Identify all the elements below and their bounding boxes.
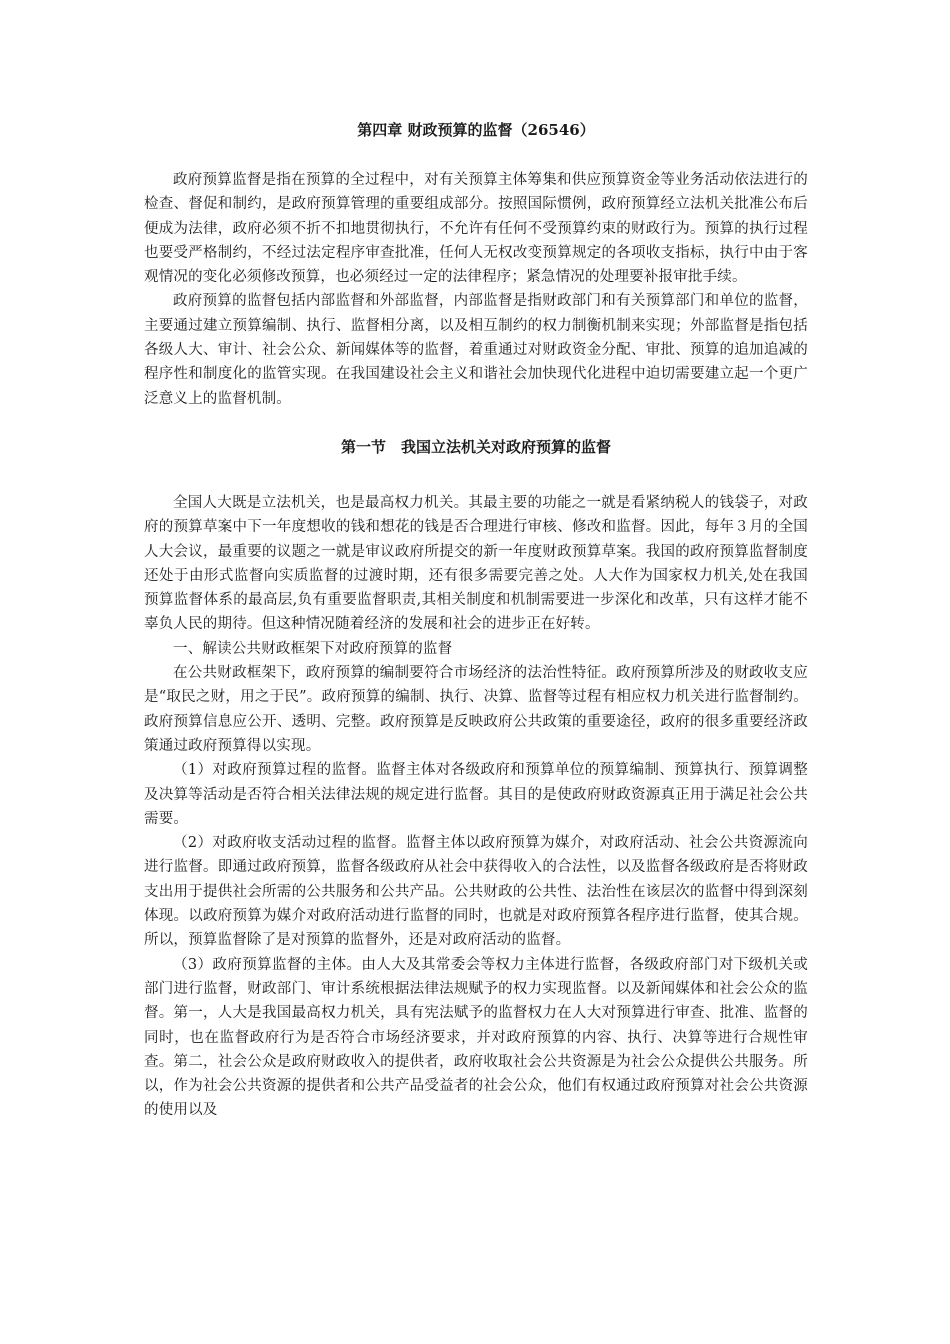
subsection-heading: 一、解读公共财政框架下对政府预算的监督 bbox=[173, 640, 453, 657]
numbered-paragraph: （2）对政府收支活动过程的监督。监督主体以政府预算为媒介，对政府活动、社会公共资源流向进行监督。即通过政府预算，监督各级政府从社会中获得收入的合法性，以及监督各级政府是否将财政支出用于提供社会所需的公共服务和公共产品。公共财政的公共性、法治性在该层次的监督中得到深刻体现。以政府预算为媒介对政府活动进行监督的同时，也就是对政府预算各程序进行监督，使其合规。所以，预算监督除了是对预算的监督外，还是对政府活动的监督。 bbox=[144, 835, 808, 949]
section-title: 第一节 我国立法机关对政府预算的监督 bbox=[340, 437, 611, 456]
numbered-paragraph: （1）对政府预算过程的监督。监督主体对各级政府和预算单位的预算编制、预算执行、预算调整及决算等活动是否符合相关法律法规的规定进行监督。其目的是使政府财政资源真正用于满足社会公共需要。 bbox=[144, 762, 808, 827]
chapter-title: 第四章 财政预算的监督（26546） bbox=[357, 121, 595, 139]
numbered-paragraph: （3）政府预算监督的主体。由人大及其常委会等权力主体进行监督，各级政府部门对下级机关或部门进行监督，财政部门、审计系统根据法律法规赋予的权力实现监督。以及新闻媒体和社会公众的监督。第一，人大是我国最高权力机关，具有宪法赋予的监督权力在人大对预算进行审查、批准、监督的同时，也在监督政府行为是否符合市场经济要求，并对政府预算的内容、执行、决算等进行合规性审查。第二，社会公众是政府财政收入的提供者，政府收取社会公共资源是为社会公众提供公共服务。所以，作为社会公共资源的提供者和公共产品受益者的社会公众，他们有权通过政府预算对社会公共资源的使用以及 bbox=[144, 956, 808, 1119]
intro-paragraph: 政府预算监督是指在预算的全过程中，对有关预算主体筹集和供应预算资金等业务活动依法进行的检查、督促和制约，是政府预算管理的重要组成部分。按照国际惯例，政府预算经立法机关批准公布后便成为法律，政府必须不折不扣地贯彻执行，不允许有任何不受预算约束的财政行为。预算的执行过程也要受严格制约，不经过法定程序审查批准，任何人无权改变预算规定的各项收支指标，执行中由于客观情况的变化必须修改预算，也必须经过一定的法律程序；紧急情况的处理要补报审批手续。 bbox=[144, 172, 808, 286]
intro-paragraph: 政府预算的监督包括内部监督和外部监督，内部监督是指财政部门和有关预算部门和单位的监督，主要通过建立预算编制、执行、监督相分离，以及相互制约的权力制衡机制来实现；外部监督是指包括各级人大、审计、社会公众、新闻媒体等的监督，着重通过对财政资金分配、审批、预算的追加追减的程序性和制度化的监管实现。在我国建设社会主义和谐社会加快现代化进程中迫切需要建立起一个更广泛意义上的监督机制。 bbox=[144, 293, 808, 407]
section-paragraph: 全国人大既是立法机关，也是最高权力机关。其最主要的功能之一就是看紧纳税人的钱袋子，对政府的预算草案中下一年度想收的钱和想花的钱是否合理进行审核、修改和监督。因此，每年３月的全国人大会议，最重要的议题之一就是审议政府所提交的新一年度财政预算草案。我国的政府预算监督制度还处于由形式监督向实质监督的过渡时期，还有很多需要完善之处。人大作为国家权力机关,处在我国预算监督体系的最高层,负有重要监督职责,其相关制度和机制需要进一步深化和改革，只有这样才能不辜负人民的期待。但这种情况随着经济的发展和社会的进步正在好转。 bbox=[144, 494, 808, 633]
section-paragraph: 在公共财政框架下，政府预算的编制要符合市场经济的法治性特征。政府预算所涉及的财政收支应是“取民之财，用之于民”。政府预算的编制、执行、决算、监督等过程有相应权力机关进行监督制约。政府预算信息应公开、透明、完整。政府预算是反映政府公共政策的重要途径，政府的很多重要经济政策通过政府预算得以实现。 bbox=[144, 665, 808, 754]
document-body bbox=[144, 118, 808, 1123]
